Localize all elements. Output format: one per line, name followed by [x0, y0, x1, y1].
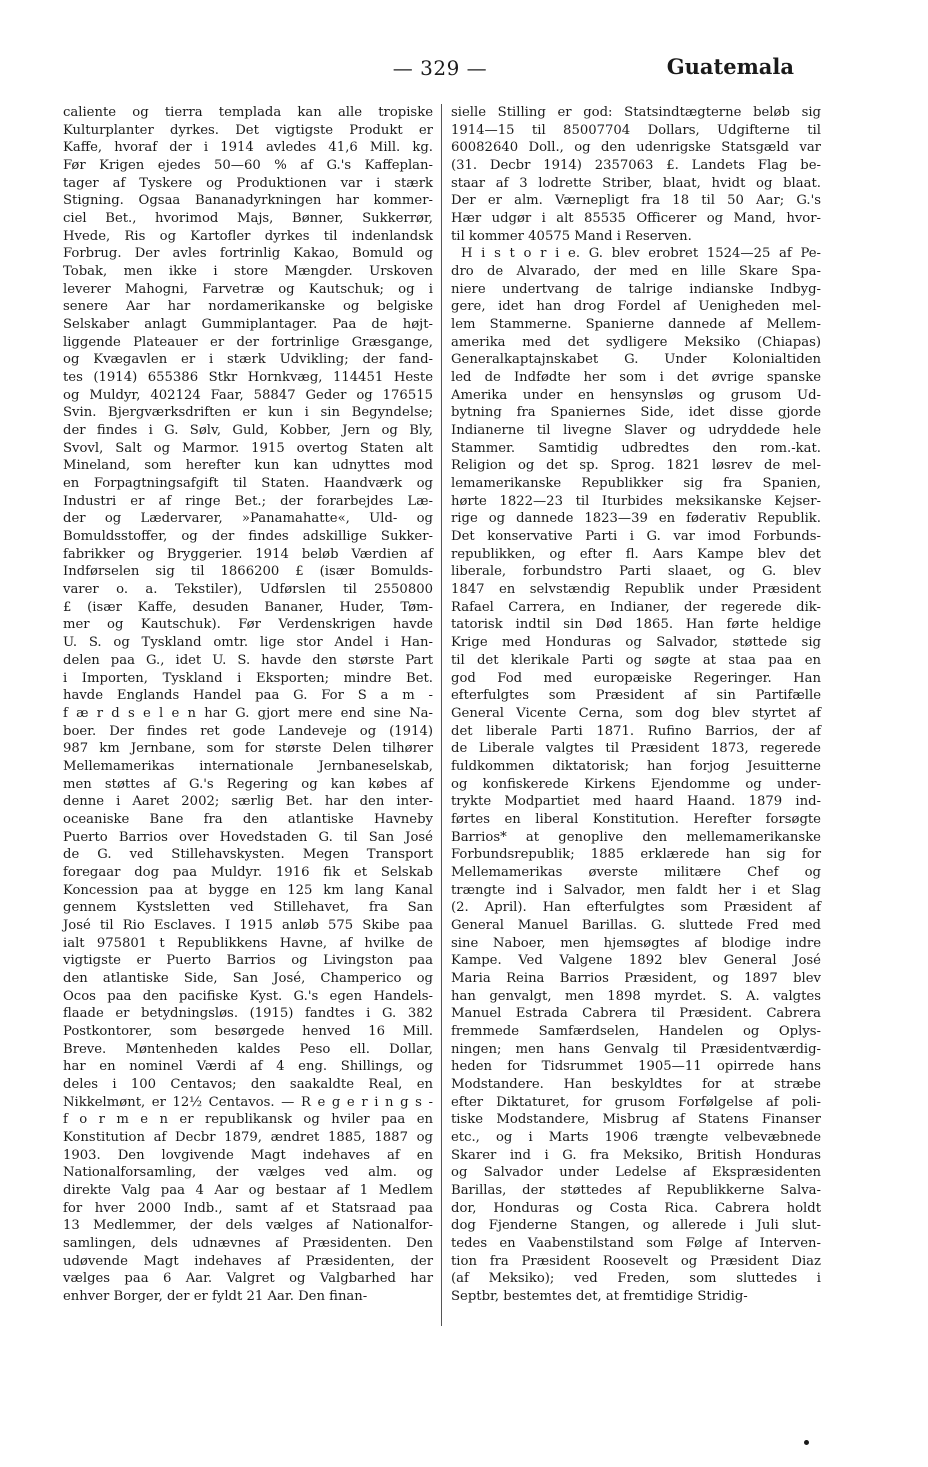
- page-number: — 329 —: [392, 56, 488, 80]
- text-line: flaade er betydningsløs. (1915) fandtes i G. 382: [63, 1006, 433, 1022]
- text-line: leverer Mahogni, Farvetræ og Kautschuk; og i: [63, 281, 433, 297]
- left-column: [63, 104, 433, 1306]
- text-line: Barrios* at genoplive den mellemamerikanske: [451, 829, 821, 845]
- text-line: men støttes af G.'s Regering og kan købes af: [63, 776, 433, 792]
- text-line: f o r m e n er republikansk og hviler paa en: [63, 1112, 433, 1128]
- text-line: 13 Medlemmer, der dels vælges af Nationalfor-: [63, 1218, 433, 1234]
- text-line: Skarer ind i G. fra Meksiko, British Honduras: [451, 1147, 821, 1163]
- text-line: republikken, og efter fl. Aars Kampe blev det: [451, 546, 821, 562]
- text-line: (af Meksiko); ved Freden, som sluttedes i: [451, 1271, 821, 1287]
- text-line: efterfulgtes som Præsident af sin Partifælle: [451, 688, 821, 704]
- text-line: fuldkommen diktatorisk; han forjog Jesuitterne: [451, 758, 821, 774]
- text-line: og Salvador under Ledelse af Ekspræsidenten: [451, 1165, 821, 1181]
- text-line: caliente og tierra templada kan alle tropiske: [63, 105, 433, 120]
- text-line: Maria Reina Barrios Præsident, og 1897 blev: [451, 970, 821, 986]
- text-line: 1903. Den lovgivende Magt indehaves af en: [63, 1147, 433, 1163]
- text-line: og konfiskerede Kirkens Ejendomme og under-: [451, 776, 821, 792]
- text-line: oceaniske Bane fra den atlantiske Havneby: [63, 811, 433, 827]
- text-line: vigtigste er Puerto Barrios og Livingston paa: [63, 953, 433, 969]
- text-line: trængte ind i Salvador, men faldt her i et Slag: [451, 882, 821, 898]
- text-line: efter Diktaturet, for grusom Forfølgelse af poli-: [451, 1094, 821, 1110]
- text-line: for hver 2000 Indb., samt af et Statsraad paa: [63, 1200, 433, 1216]
- text-line: han genvalgt, men 1898 myrdet. S. A. valgtes: [451, 988, 821, 1004]
- text-line: Konstitution af Decbr 1879, ændret 1885, 1887 og: [63, 1129, 433, 1145]
- text-line: ningen; men hans Genvalg til Præsidentværdig-: [451, 1041, 821, 1057]
- text-line: Puerto Barrios over Hovedstaden G. til San José: [63, 829, 433, 845]
- text-line: til kommer 40575 Mand i Reserven.: [451, 228, 692, 244]
- text-line: liggende Plateauer er der fortrinlige Græsgange,: [63, 334, 433, 350]
- text-line: (2. April). Han efterfulgtes som Præsident af: [451, 900, 821, 916]
- text-line: tager af Tyskere og Produktionen var i stærk: [63, 175, 433, 191]
- text-line: fremmede Samfærdselen, Handelen og Oplys-: [451, 1023, 821, 1039]
- text-line: trykte Modpartiet med haard Haand. 1879 ind-: [451, 794, 821, 810]
- text-line: Nikkelmønt, er 12½ Centavos. — R e g e r i n g s -: [63, 1094, 433, 1110]
- text-line: Før Krigen ejedes 50—60 % af G.'s Kaffeplan-: [63, 158, 433, 174]
- text-line: og Muldyr, 402124 Faar, 58847 Geder og 176515: [63, 387, 433, 403]
- text-line: tion fra Præsident Roosevelt og Præsident Diaz: [451, 1253, 821, 1269]
- text-line: liberale, forbundstro Parti slaaet, og G. blev: [451, 564, 821, 580]
- text-line: dro de Alvarado, der med en lille Skare Spa-: [451, 264, 821, 280]
- text-line: Forbrug. Der avles fortrinlig Kakao, Bomuld og: [63, 246, 433, 262]
- text-line: Modstandere. Han beskyldtes for at stræbe: [451, 1076, 821, 1092]
- text-line: 60082640 Doll., og den udenrigske Statsgæld var: [451, 140, 821, 156]
- text-line: led de Indfødte her som i det øvrige spanske: [451, 370, 821, 386]
- text-line: H i s t o r i e. G. blev erobret 1524—25 af Pe-: [461, 246, 821, 262]
- text-line: de G. ved Stillehavskysten. Megen Transport: [63, 847, 433, 863]
- text-line: det liberale Parti 1871. Rufino Barrios, der af: [451, 723, 821, 739]
- text-line: fabrikker og Bryggerier. 1914 beløb Værdien af: [63, 546, 433, 562]
- text-line: Generalkaptajnskabet G. Under Kolonialtiden: [451, 352, 821, 368]
- text-line: god Fod med europæiske Regeringer. Han: [451, 670, 821, 686]
- text-line: Barillas, der støttedes af Republikkerne Salva-: [451, 1182, 821, 1198]
- text-line: havde Englands Handel paa G. For S a m -: [63, 688, 433, 704]
- text-line: deles i 100 Centavos; den saakaldte Real, en: [63, 1076, 433, 1092]
- running-head: Guatemala: [666, 54, 794, 79]
- text-line: udøvende Magt indehaves af Præsidenten, der: [63, 1253, 433, 1269]
- text-line: niere undertvang de talrige indianske Indbyg-: [451, 281, 821, 297]
- text-line: til det klerikale Parti og søgte at staa paa en: [451, 652, 821, 668]
- text-line: Ocos paa den pacifiske Kyst. G.'s egen Handels-: [63, 988, 433, 1004]
- text-line: varer o. a. Tekstiler), Udførslen til 2550800: [63, 582, 433, 598]
- text-line: Kampe. Ved Valgene 1892 blev General José: [451, 953, 821, 969]
- text-line: ialt 975801 t Republikkens Havne, af hvilke de: [63, 935, 433, 951]
- text-line: Der er alm. Værnepligt fra 18 til 50 Aar; G.'s: [451, 193, 821, 209]
- text-line: Rafael Carrera, en Indianer, der regerede dik-: [451, 599, 821, 615]
- text-line: tiske Modstandere, Misbrug af Statens Finanser: [451, 1112, 821, 1128]
- text-line: der og Lædervarer, »Panamahatte«, Uld- og: [63, 511, 433, 527]
- text-line: rige og dannede 1823—39 en føderativ Republik.: [451, 511, 821, 527]
- text-line: Manuel Estrada Cabrera til Præsident. Cabrera: [451, 1006, 821, 1022]
- text-line: José til Rio Esclaves. I 1915 anløb 575 Skibe paa: [63, 917, 433, 933]
- text-line: delen paa G., idet U. S. havde den største Part: [63, 652, 433, 668]
- text-line: de Liberale valgtes til Præsident 1873, regerede: [451, 741, 821, 757]
- text-line: lemamerikanske Republikker sig fra Spanien,: [451, 476, 821, 492]
- text-line: £ (især Kaffe, desuden Bananer, Huder, Tøm-: [63, 599, 433, 615]
- text-line: en Forpagtningsafgift til Staten. Haandværk og: [63, 476, 433, 492]
- text-line: amerika med det sydligere Meksiko (Chiapas): [451, 334, 821, 350]
- text-line: Selskaber anlagt Gummiplantager. Paa de højt-: [63, 317, 433, 333]
- text-line: denne i Aaret 2002; særlig Bet. har den inter-: [63, 794, 433, 810]
- text-line: foregaar dog paa Muldyr. 1916 fik et Selskab: [63, 864, 433, 880]
- text-line: Tobak, men ikke i store Mængder. Urskoven: [63, 264, 433, 280]
- text-line: gennem Kystsletten ved Stillehavet, fra San: [63, 900, 433, 916]
- column-divider: [441, 104, 442, 1326]
- text-line: Septbr, bestemtes det, at fremtidige Stridig-: [451, 1289, 748, 1305]
- text-line: Mellemamerikas øverste militære Chef og: [451, 864, 821, 880]
- text-line: førtes en liberal Konstitution. Herefter forsøgte: [451, 811, 821, 827]
- text-line: Hvede, Ris og Kartofler dyrkes til indenlandsk: [63, 228, 433, 244]
- text-line: Mellemamerikas internationale Jernbaneselskab,: [63, 758, 433, 774]
- text-line: staar af 3 lodrette Striber, blaat, hvidt og blaat.: [451, 175, 821, 191]
- text-line: Postkontorer, som besørgede henved 16 Mill.: [63, 1023, 433, 1039]
- text-line: der findes i G. Sølv, Guld, Kobber, Jern og Bly,: [63, 423, 433, 439]
- text-line: Mineland, som herefter kun kan udnyttes mod: [63, 458, 433, 474]
- print-speck: [804, 1440, 809, 1445]
- text-line: dor, Honduras og Costa Rica. Cabrera holdt: [451, 1200, 821, 1216]
- text-line: tatorisk indtil sin Død 1865. Han førte heldige: [451, 617, 821, 633]
- text-line: tes (1914) 655386 Stkr Hornkvæg, 114451 Heste: [63, 370, 433, 386]
- text-line: General Vicente Cerna, som dog blev styrtet af: [451, 705, 821, 721]
- text-line: senere Aar har nordamerikanske og belgiske: [63, 299, 433, 315]
- text-line: sine Naboer, men hjemsøgtes af blodige indre: [451, 935, 821, 951]
- text-line: bytning fra Spaniernes Side, idet disse gjorde: [451, 405, 821, 421]
- text-line: lem Stammerne. Spanierne dannede af Mellem-: [451, 317, 821, 333]
- text-line: Industri er af ringe Bet.; der forarbejdes Læ-: [63, 493, 433, 509]
- text-line: Koncession paa at bygge en 125 km lang Kanal: [63, 882, 433, 898]
- text-line: samlingen, dels udnævnes af Præsidenten. Den: [63, 1236, 433, 1251]
- text-line: Kaffe, hvoraf der i 1914 avledes 41,6 Mill. kg.: [63, 140, 433, 156]
- text-line: boer. Der findes ret gode Landeveje og (1914): [63, 723, 433, 739]
- text-line: direkte Valg paa 4 Aar og bestaar af 1 Medlem: [63, 1182, 433, 1198]
- text-line: har en nominel Værdi af 4 eng. Shillings, og: [63, 1059, 433, 1075]
- text-line: Nationalforsamling, der vælges ved alm. og: [63, 1165, 433, 1181]
- text-line: Forbundsrepublik; 1885 erklærede han sig for: [451, 847, 821, 863]
- text-line: gere, idet han drog Fordel af Uenigheden mel-: [451, 299, 821, 315]
- text-line: sielle Stilling er god: Statsindtægterne beløb sig: [451, 105, 821, 120]
- text-line: Stammer. Samtidig udbredtes den rom.-kat.: [451, 440, 821, 456]
- text-line: 1847 en selvstændig Republik under Præsident: [451, 582, 821, 598]
- text-line: U. S. og Tyskland omtr. lige stor Andel i Han-: [63, 635, 433, 651]
- text-line: Kulturplanter dyrkes. Det vigtigste Produkt er: [63, 122, 433, 138]
- text-line: tedes en Vaabenstilstand som Følge af Interven-: [451, 1236, 821, 1251]
- text-line: hørte 1822—23 til Iturbides meksikanske Kejser-: [451, 493, 821, 509]
- text-line: 987 km Jernbane, som for største Delen tilhører: [63, 741, 433, 757]
- text-line: ciel Bet., hvorimod Majs, Bønner, Sukkerrør,: [63, 211, 433, 227]
- text-line: General Manuel Barillas. G. sluttede Fred med: [451, 917, 821, 933]
- text-line: vælges paa 6 Aar. Valgret og Valgbarhed har: [63, 1271, 433, 1287]
- text-line: Hær udgør i alt 85535 Officerer og Mand, hvor-: [451, 211, 821, 227]
- text-line: Indianerne til livegne Slaver og udryddede hele: [451, 423, 821, 439]
- text-line: mer og Kautschuk). Før Verdenskrigen havde: [63, 617, 433, 633]
- text-line: Bomuldsstoffer, og der findes adskillige Sukker-: [63, 529, 433, 545]
- text-line: den atlantiske Side, San José, Champerico og: [63, 970, 433, 986]
- text-line: etc., og i Marts 1906 trængte velbevæbnede: [451, 1129, 821, 1145]
- text-line: Svovl, Salt og Marmor. 1915 overtog Staten alt: [63, 440, 433, 456]
- text-line: og Kvægavlen er i stærk Udvikling; der fand-: [63, 352, 433, 368]
- text-line: enhver Borger, der er fyldt 21 Aar. Den finan-: [63, 1289, 368, 1305]
- text-line: Indførselen sig til 1866200 £ (især Bomulds-: [63, 564, 433, 580]
- text-line: Breve. Møntenheden kaldes Peso ell. Dollar,: [63, 1041, 433, 1057]
- text-line: Stigning. Ogsaa Bananadyrkningen har kommer-: [63, 193, 433, 209]
- text-line: f æ r d s e l e n har G. gjort mere end sine Na-: [63, 705, 433, 721]
- text-line: Amerika under en hensynsløs og grusom Ud-: [451, 387, 821, 403]
- text-line: dog Fjenderne Stangen, og allerede i Juli slut-: [451, 1218, 821, 1234]
- text-line: Religion og det sp. Sprog. 1821 løsrev de mel-: [451, 458, 821, 474]
- text-line: Det konservative Parti i G. var imod Forbunds-: [451, 529, 821, 545]
- right-column: [451, 104, 821, 1306]
- text-line: 1914—15 til 85007704 Dollars, Udgifterne til: [451, 122, 821, 138]
- text-line: Svin. Bjergværksdriften er kun i sin Begyndelse;: [63, 405, 433, 421]
- text-line: i Importen, Tyskland i Eksporten; mindre Bet.: [63, 670, 433, 686]
- text-line: Krige med Honduras og Salvador, støttede sig: [451, 635, 821, 651]
- text-line: (31. Decbr 1914) 2357063 £. Landets Flag be-: [451, 158, 821, 174]
- text-line: heden for Tidsrummet 1905—11 opirrede hans: [451, 1059, 821, 1075]
